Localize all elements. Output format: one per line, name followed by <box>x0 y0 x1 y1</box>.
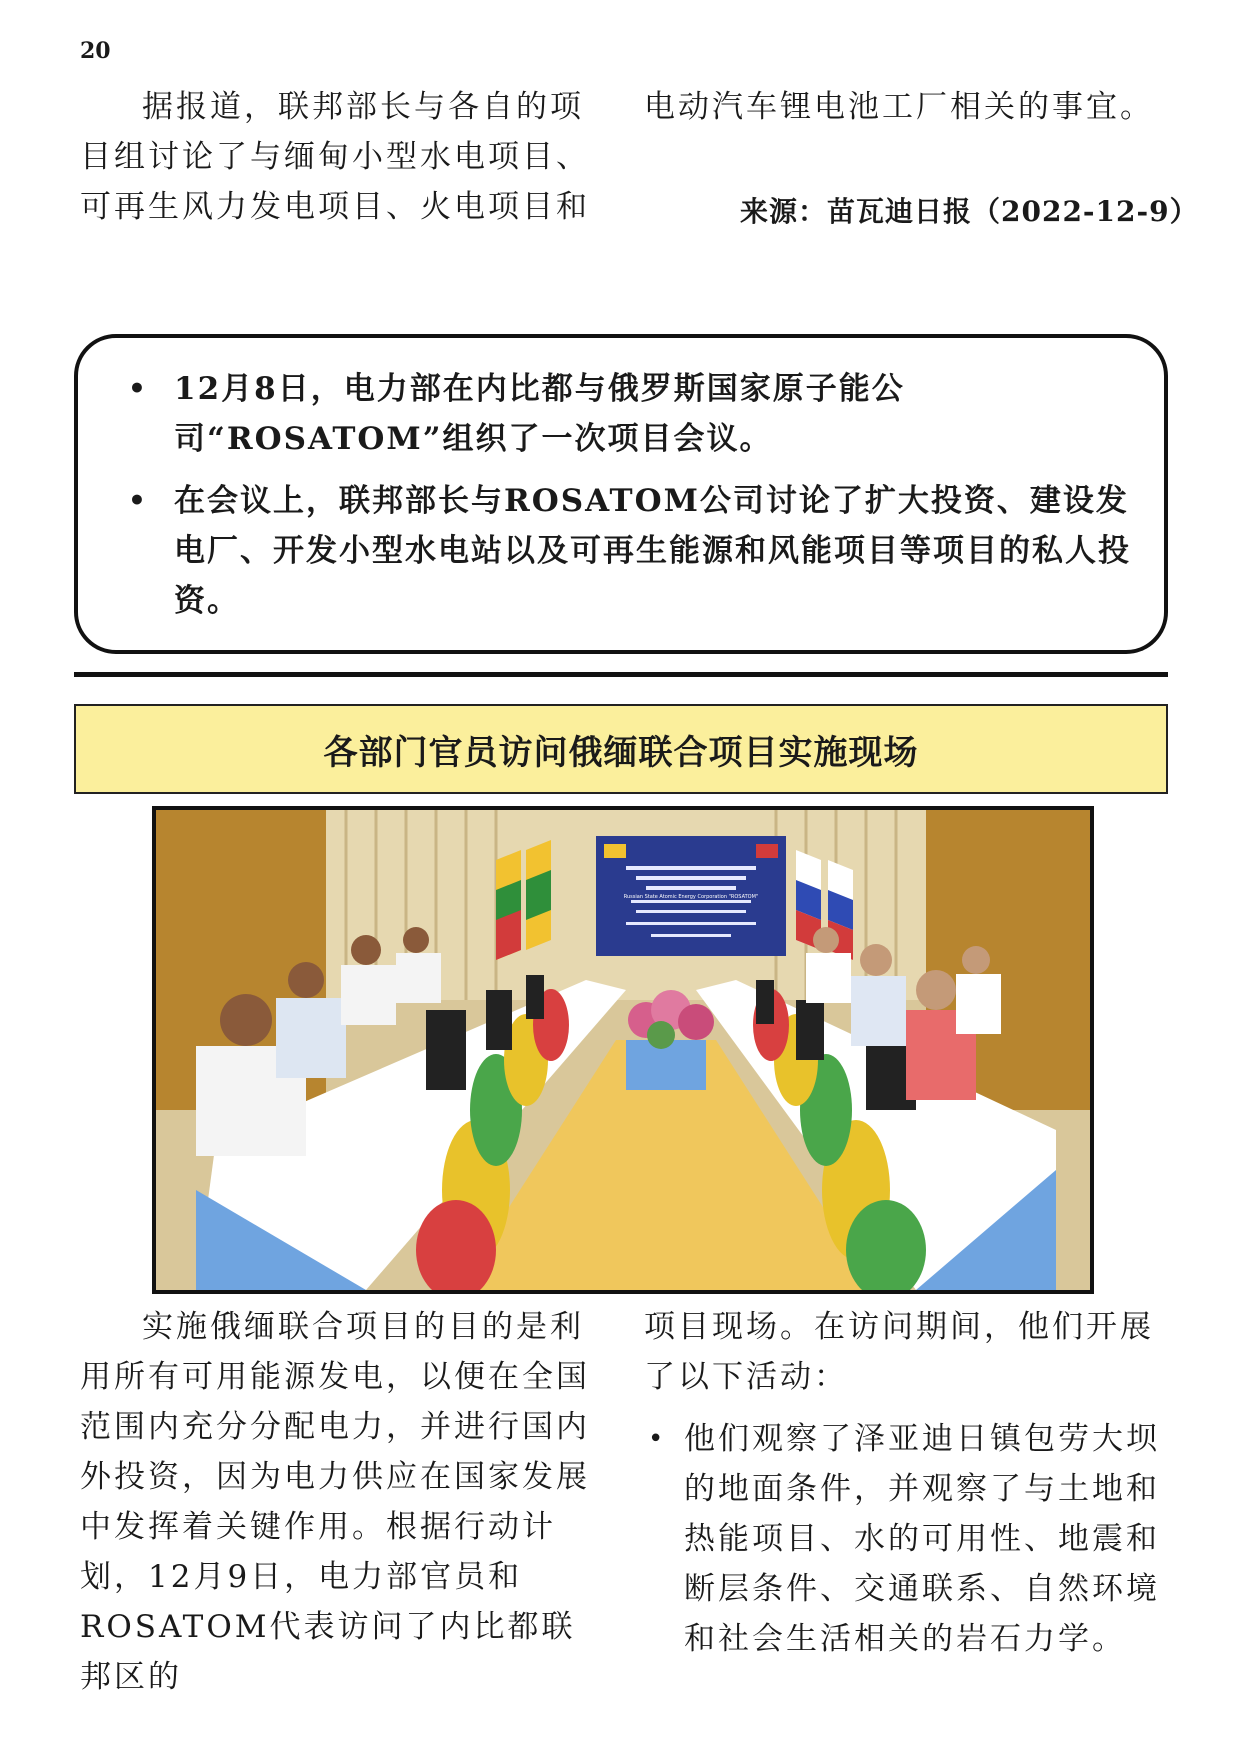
bottom-right-column <box>644 1302 1166 1664</box>
meeting-photo <box>152 806 1094 1294</box>
top-right-paragraph: 电动汽车锂电池工厂相关的事宜。 <box>644 89 1154 125</box>
bottom-right-paragraph: 项目现场。在访问期间，他们开展了以下活动： <box>644 1309 1154 1395</box>
section-divider <box>74 672 1168 677</box>
summary-item: • 12月8日，电力部在内比都与俄罗斯国家原子能公司“ROSATOM”组织了一次项目会议。 <box>118 364 1140 464</box>
banner-text: Russian State Atomic Energy Corporation "ROSATOM" <box>623 894 759 900</box>
source-line: 来源：苗瓦迪日报（2022-12-9） <box>740 195 1199 228</box>
activity-item: • 他们观察了泽亚迪日镇包劳大坝的地面条件，并观察了与土地和热能项目、水的可用性、地震和断层条件、交通联系、自然环境和社会生活相关的岩石力学。 <box>644 1414 1166 1664</box>
bottom-left-paragraph: 实施俄缅联合项目的目的是利用所有可用能源发电，以便在全国范围内充分分配电力，并进行国内外投资，因为电力供应在国家发展中发挥着关键作用。根据行动计划，12月9日，电力部官员和ROSATOM代表访问了内比都联邦区的 <box>80 1309 590 1695</box>
section-heading: 各部门官员访问俄缅联合项目实施现场 <box>74 704 1168 794</box>
activity-list <box>644 1414 1166 1664</box>
summary-list <box>118 364 1140 626</box>
page-number: 20 <box>80 38 111 64</box>
summary-box <box>74 334 1168 654</box>
summary-item: • 在会议上，联邦部长与ROSATOM公司讨论了扩大投资、建设发电厂、开发小型水电站以及可再生能源和风能项目等项目的私人投资。 <box>118 476 1140 626</box>
top-left-paragraph: 据报道，联邦部长与各自的项目组讨论了与缅甸小型水电项目、可再生风力发电项目、火电项目和 <box>80 89 590 225</box>
